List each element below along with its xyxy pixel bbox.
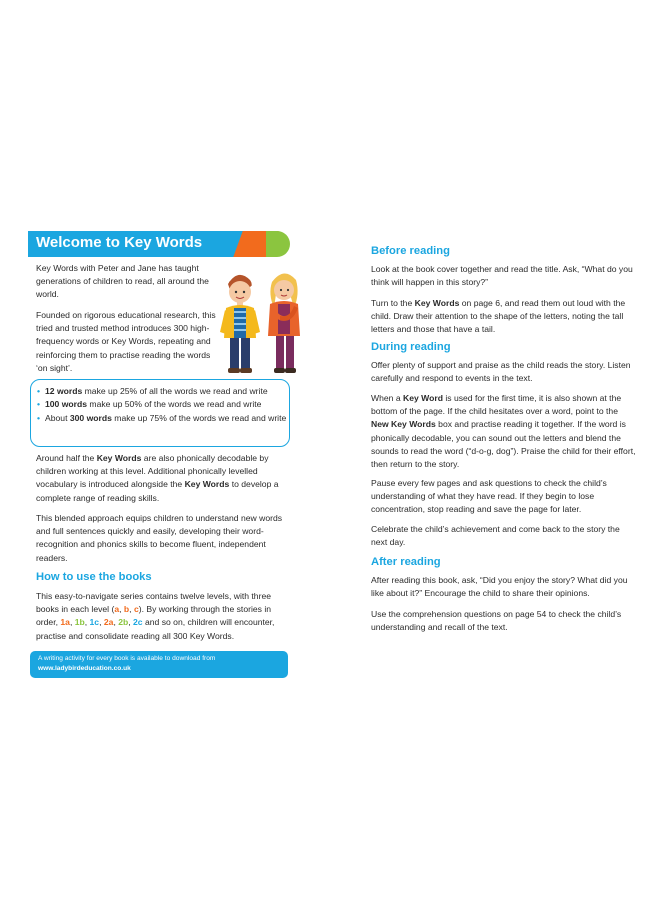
method-paragraph: Founded on rigorous educational research, this tried and trusted method introduces 300 high-frequency words or Key Words, repeating and reinforcing them to practise reading the words ‘on sight’. — [36, 310, 216, 373]
during-reading-heading: During reading — [371, 341, 451, 353]
during-reading-paragraph-2: When a Key Word is used for the first time, it is also shown at the bottom of the page. If the child hesitates over a word, point to the New Key Words box and practise reading it together. If the word is phonically decodable, you can sound out the letters and blend the sounds to read the word (“d-o-g, dog”). Praise the child for their effort, then return to the story. — [371, 393, 636, 470]
how-to-use-heading: How to use the books — [36, 571, 152, 583]
during-reading-paragraph-3: Pause every few pages and ask questions to check the child’s understanding of what they have read. If they begin to lose concentration, stop reading and save the page for later. — [371, 478, 607, 515]
download-link[interactable]: www.ladybirdeducation.co.uk — [38, 665, 131, 672]
word-stats-box — [30, 379, 290, 447]
peter-figure — [220, 275, 260, 373]
during-reading-paragraph-4: Celebrate the child’s achievement and come back to the story the next day. — [371, 524, 620, 548]
during-reading-paragraph-1: Offer plenty of support and praise as the child reads the story. Listen carefully and respond to events in the text. — [371, 360, 631, 384]
peter-and-jane-illustration — [216, 264, 306, 378]
before-reading-paragraph-1: Look at the book cover together and read the title. Ask, “What do you think will happen in this story?” — [371, 264, 633, 288]
stat-item-100-words: • 100 words make up 50% of the words we read and write — [37, 398, 289, 411]
before-reading-heading: Before reading — [371, 245, 450, 257]
how-to-use-paragraph: This easy-to-navigate series contains twelve levels, with three books in each level (a, b, c). By working through the stories in order, 1a, 1b, 1c, 2a, 2b, 2c and so on, children will encounter, practise and consolidate reading all 300 Key Words. — [36, 591, 275, 641]
download-note-text: A writing activity for every book is available to download from — [38, 655, 216, 662]
banner-green-tab — [266, 231, 290, 257]
after-reading-paragraph-2: Use the comprehension questions on page 54 to check the child’s understanding and recall of the text. — [371, 609, 622, 633]
jane-figure — [268, 273, 300, 373]
stat-item-12-words: • 12 words make up 25% of all the words we read and write — [37, 385, 289, 398]
before-reading-paragraph-2: Turn to the Key Words on page 6, and read them out loud with the child. Draw their attention to the shape of the letters, noting the tall letters and those that have a tail. — [371, 298, 626, 335]
download-note-box — [30, 651, 288, 678]
word-stats-list — [31, 380, 289, 425]
stat-item-300-words: • About 300 words make up 75% of the words we read and write — [37, 412, 289, 425]
welcome-banner — [28, 231, 290, 257]
intro-paragraph: Key Words with Peter and Jane has taught generations of children to read, all around the world. — [36, 263, 209, 300]
banner-title: Welcome to Key Words — [36, 234, 203, 251]
phonics-paragraph: Around half the Key Words are also phonically decodable by children working at this level. Additional phonically levelled vocabulary is introduced alongside the Key Words to develop a complete range of reading skills. — [36, 453, 279, 503]
blended-approach-paragraph: This blended approach equips children to understand new words and full sentences quickly and easily, developing their word-recognition and phonics skills to become fluent, independent readers. — [36, 513, 283, 563]
after-reading-heading: After reading — [371, 556, 441, 568]
after-reading-paragraph-1: After reading this book, ask, “Did you enjoy the story? What did you like about it?” Encourage the child to share their opinions. — [371, 575, 628, 599]
